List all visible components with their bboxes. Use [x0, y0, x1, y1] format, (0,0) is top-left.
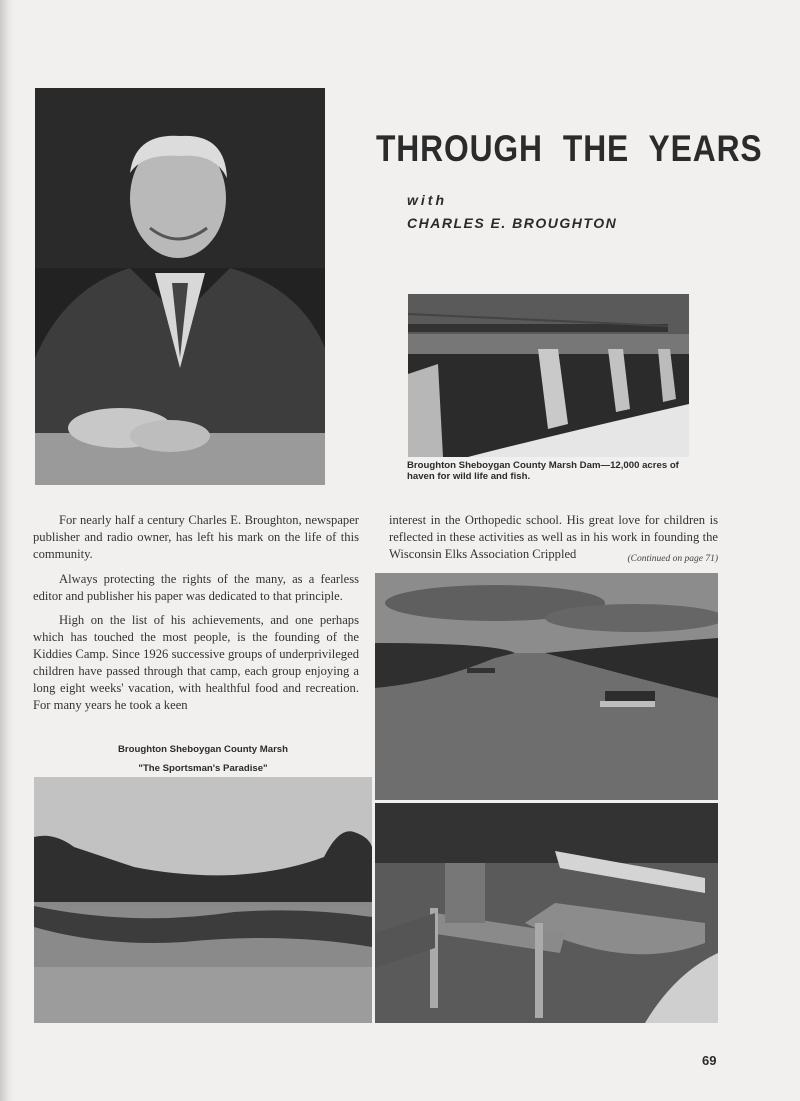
page-edge-shadow	[0, 0, 14, 1101]
marsh-caption-subtitle: "The Sportsman's Paradise"	[138, 763, 268, 774]
body-paragraph: For nearly half a century Charles E. Broughton, newspaper publisher and radio owner, has left his mark on the life of this community.	[33, 513, 359, 561]
river-photo	[375, 573, 718, 800]
article-body-left	[33, 512, 359, 722]
article-title: THROUGH THE YEARS	[376, 128, 763, 169]
article-byline: CHARLES E. BROUGHTON	[407, 215, 618, 231]
page-number: 69	[702, 1053, 717, 1068]
body-paragraph: Always protecting the rights of the many, as a fearless editor and publisher his paper was dedicated to that principle.	[33, 571, 359, 603]
marsh-photo	[34, 777, 372, 1023]
dam-caption: Broughton Sheboygan County Marsh Dam—12,000 acres of haven for wild life and fish.	[407, 460, 679, 482]
marsh-caption	[34, 740, 372, 778]
body-paragraph: High on the list of his achievements, and one perhaps which has touched the most people, is the founding of the Kiddies Camp. Since 1926 successive groups of underprivileged children have passed through that camp, each group enjoying a long eight weeks' vacation, with healthful food and recreation. For many years he took a keen	[33, 613, 359, 712]
portrait-photo	[35, 88, 325, 485]
continued-note: (Continued on page 71)	[627, 554, 718, 564]
marsh-caption-title: Broughton Sheboygan County Marsh	[117, 744, 289, 755]
dam-photo	[408, 294, 689, 457]
boats-photo	[375, 803, 718, 1023]
body-paragraph: interest in the Orthopedic school. His great love for children is reflected in these activities as well as in his work in founding the Wisconsin Elks Association Crippled	[389, 513, 718, 561]
article-with: with	[407, 192, 447, 208]
